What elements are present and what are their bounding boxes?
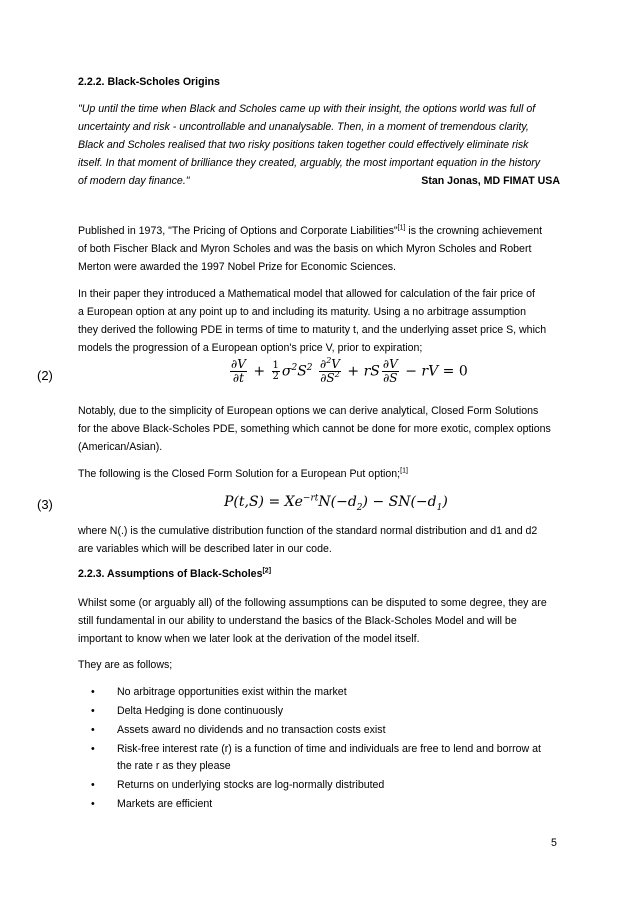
paragraph-line: models the progression of a European option's price V, prior to expiration; [78, 342, 423, 354]
paragraph-published [78, 222, 568, 276]
list-item-text: Delta Hedging is done continuously [117, 705, 284, 717]
list-item [78, 777, 578, 794]
quote-line: itself. In that moment of brilliance they created, arguably, the most important equation in the history [78, 157, 541, 169]
list-item-text: Returns on underlying stocks are log-normally distributed [117, 779, 385, 791]
list-item-text: Risk-free interest rate (r) is a function of time and individuals are free to lend and borrow at [117, 743, 541, 755]
paragraph-line: Whilst some (or arguably all) of the following assumptions can be disputed to some degree, they are [78, 597, 547, 609]
paragraph-line: a European option at any point up to and including its maturity. Using a no arbitrage assumption [78, 306, 526, 318]
paragraph-model [78, 285, 578, 357]
heading-text: 2.2.3. Assumptions of Black-Scholes [78, 568, 263, 580]
paragraph-closed-form [78, 402, 578, 456]
paragraph-line: where N(.) is the cumulative distribution function of the standard normal distribution and d1 and d2 [78, 525, 538, 537]
citation-ref: [2] [262, 567, 272, 575]
quote-line: of modern day finance." [78, 175, 190, 187]
paragraph-line: Notably, due to the simplicity of European options we can derive analytical, Closed Form Solutions [78, 405, 539, 417]
page-number: 5 [551, 837, 557, 849]
bullet-icon: • [91, 798, 95, 810]
section-heading-origins: 2.2.2. Black-Scholes Origins [78, 76, 220, 88]
bullet-icon: • [91, 779, 95, 791]
list-item [78, 722, 578, 739]
paragraph-cdf [78, 522, 578, 558]
bullet-icon: • [91, 743, 95, 755]
paragraph-assumptions-intro [78, 594, 578, 648]
quote-line: uncertainty and risk - uncontrollable and unanalysable. Then, in a moment of tremendous clarity, [78, 121, 529, 133]
quote-line: Black and Scholes realised that two risky positions taken together could effectively eliminate risk [78, 139, 529, 151]
paragraph-line: they derived the following PDE in terms of time to maturity t, and the underlying asset price S, which [78, 324, 547, 336]
paragraph-line: important to know when we later look at the derivation of the model itself. [78, 633, 420, 645]
quote-attribution: Stan Jonas, MD FIMAT USA [421, 175, 560, 187]
list-intro: They are as follows; [78, 659, 173, 671]
paragraph-line: In their paper they introduced a Mathematical model that allowed for calculation of the fair price of [78, 288, 535, 300]
paragraph-line-tail: is the crowning achievement [405, 225, 543, 237]
paragraph-line: are variables which will be described later in our code. [78, 543, 332, 555]
black-scholes-pde-equation: $\frac{\partial V}{\partial t}$ + $\frac{1}{2}$ $\sigma^2S^2$ $\frac{\partial^2V}{\partial S^2}$ + rS $\frac{\partial V}{\partial S}$ − rV = 0 [231, 356, 468, 385]
paragraph-line: still fundamental in our ability to understand the basics of the Black-Scholes Model and will be [78, 615, 517, 627]
paragraph-line: Published in 1973, "The Pricing of Options and Corporate Liabilities" [78, 225, 398, 237]
quote-line: "Up until the time when Black and Scholes came up with their insight, the options world was full of [78, 103, 536, 115]
paragraph-line: of both Fischer Black and Myron Scholes and was the basis on which Myron Scholes and Robert [78, 243, 532, 255]
assumptions-list [78, 684, 578, 815]
bullet-icon: • [91, 705, 95, 717]
list-item [78, 796, 578, 813]
paragraph-line: Merton were awarded the 1997 Nobel Prize for Economic Sciences. [78, 261, 396, 273]
bullet-icon: • [91, 724, 95, 736]
paragraph-line: The following is the Closed Form Solution for a European Put option; [78, 468, 401, 480]
equation-number-2: (2) [37, 368, 53, 383]
list-item [78, 684, 578, 701]
paragraph-line: (American/Asian). [78, 441, 163, 453]
list-item-text: Assets award no dividends and no transaction costs exist [117, 724, 386, 736]
paragraph-line: for the above Black-Scholes PDE, something which cannot be done for more exotic, complex options [78, 423, 551, 435]
citation-ref: [1] [400, 467, 408, 475]
list-item [78, 741, 578, 775]
european-put-formula: $P(t,S) = Xe^{-rt}N(-d_2) - SN(-d_1)$ [224, 493, 448, 513]
list-item-text: No arbitrage opportunities exist within the market [117, 686, 347, 698]
list-item [78, 703, 578, 720]
section-heading-assumptions [78, 568, 271, 580]
bullet-icon: • [91, 686, 95, 698]
citation-ref: [1] [397, 224, 406, 232]
list-item-text: Markets are efficient [117, 798, 213, 810]
equation-number-3: (3) [37, 497, 53, 512]
paragraph-put-intro [78, 465, 578, 483]
list-item-text-continuation: the rate r as they please [117, 760, 231, 772]
